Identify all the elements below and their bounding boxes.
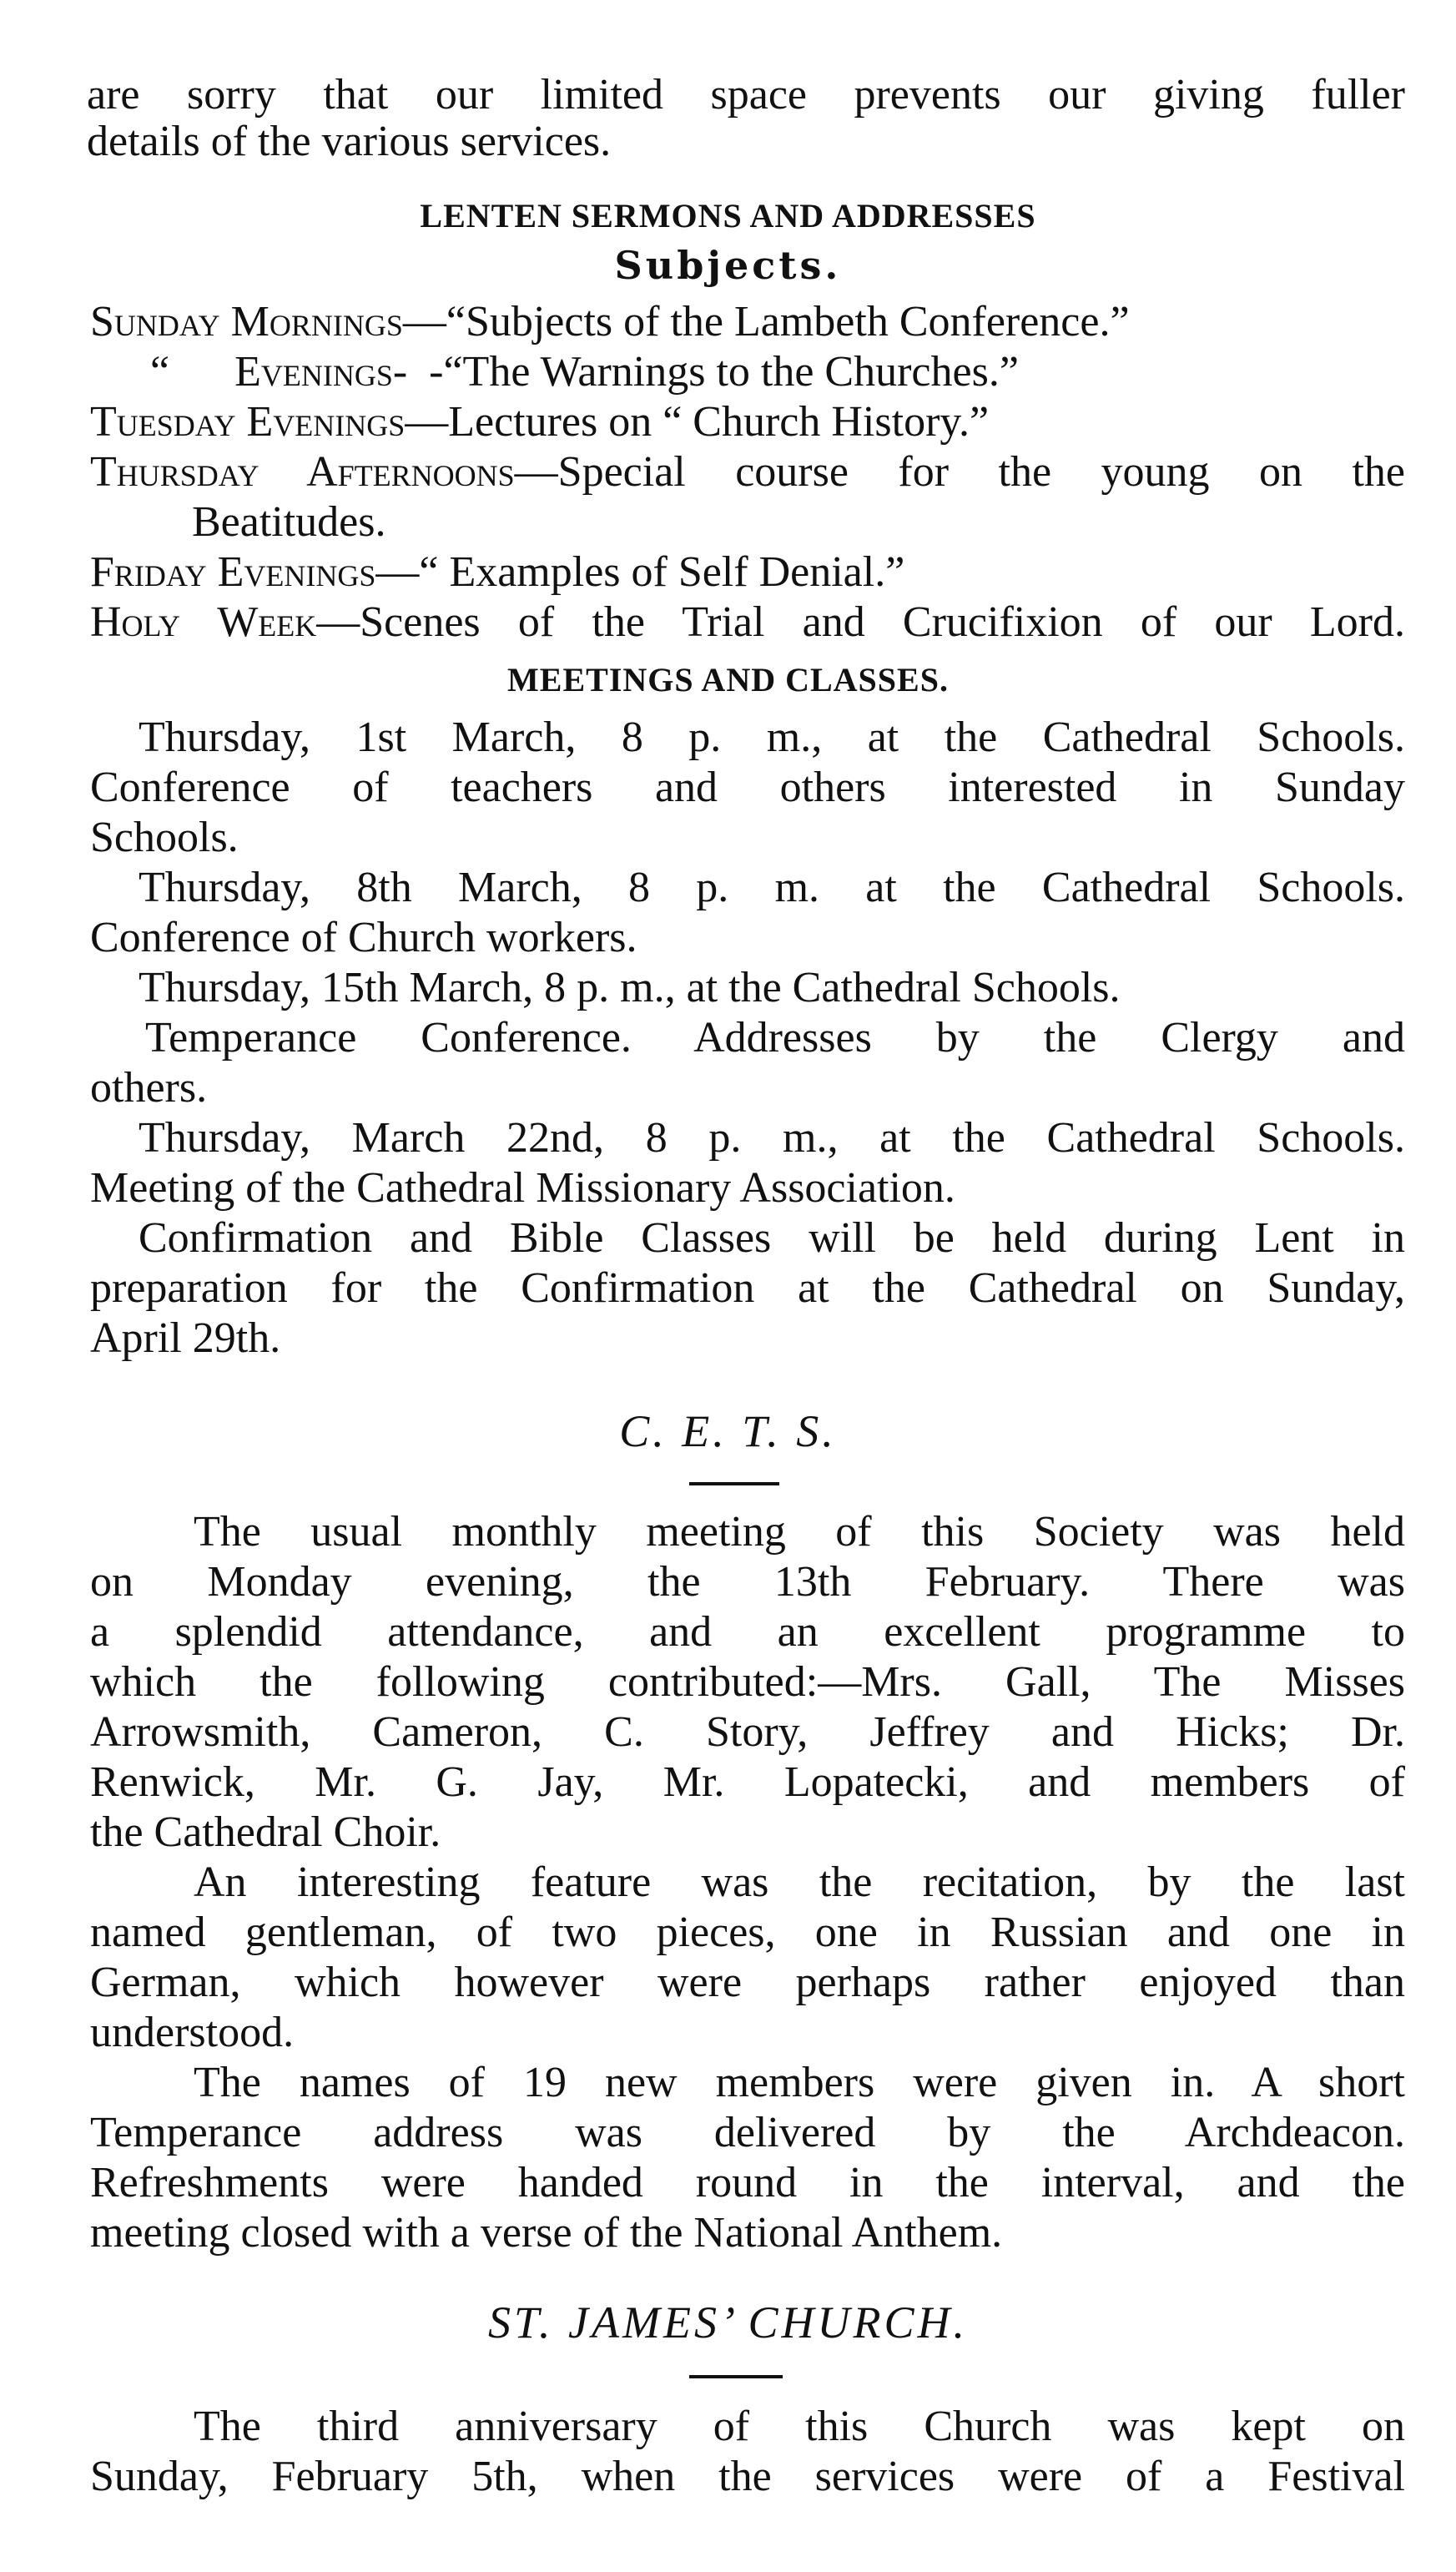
cets-line: the Cathedral Choir.	[90, 1808, 441, 1856]
meetings-line: Conference of teachers and others interested in Sunday	[90, 764, 1405, 811]
cets-line: German, which however were perhaps rather enjoyed than	[90, 1959, 1405, 2006]
meetings-line: Schools.	[90, 814, 239, 861]
lenten-item-4	[90, 447, 1405, 497]
section-divider	[689, 1482, 779, 1485]
meetings-line: April 29th.	[90, 1314, 281, 1362]
lenten-item-text: —“Subjects of the Lambeth Conference.”	[402, 298, 1130, 345]
lenten-item-label: Thursday Afternoons	[90, 448, 515, 496]
meetings-line: preparation for the Confirmation at the Cathedral on Sunday,	[90, 1264, 1405, 1312]
cets-line: Arrowsmith, Cameron, C. Story, Jeffrey and Hicks; Dr.	[90, 1708, 1405, 1756]
meetings-line: Temperance Conference. Addresses by the Clergy and	[145, 1014, 1405, 1062]
cets-line: meeting closed with a verse of the National Anthem.	[90, 2209, 1003, 2257]
cets-line: An interesting feature was the recitation, by the last	[194, 1858, 1405, 1906]
lenten-item-4-cont: Beatitudes.	[192, 498, 386, 546]
stjames-line: Sunday, February 5th, when the services were of a Festival	[90, 2453, 1405, 2500]
lenten-item-label: Holy Week	[90, 598, 317, 646]
subjects-heading: Subjects.	[614, 243, 842, 288]
lenten-item-text: —Scenes of the Trial and Crucifixion of our Lord.	[316, 598, 1405, 646]
section-divider	[689, 2375, 783, 2378]
cets-line: on Monday evening, the 13th February. There was	[90, 1558, 1405, 1606]
cets-line: named gentleman, of two pieces, one in Russian and one in	[90, 1909, 1405, 1956]
cets-line: understood.	[90, 2009, 295, 2056]
cets-line: The usual monthly meeting of this Society was held	[194, 1508, 1405, 1556]
lenten-item-text: —Special course for the young on the	[514, 448, 1405, 496]
lenten-item-label: Sunday Mornings	[90, 298, 403, 345]
meetings-line: Conference of Church workers.	[90, 914, 637, 961]
intro-line-1: are sorry that our limited space prevents our giving fuller	[87, 71, 1405, 119]
meetings-line: Thursday, 8th March, 8 p. m. at the Cathedral Schools.	[139, 864, 1405, 911]
stjames-line: The third anniversary of this Church was kept on	[194, 2403, 1405, 2450]
meetings-line: Meeting of the Cathedral Missionary Association.	[90, 1164, 955, 1212]
lenten-item-label: “ Evenings	[150, 348, 393, 396]
meetings-heading: MEETINGS AND CLASSES.	[507, 661, 949, 698]
cets-line: The names of 19 new members were given in. A short	[194, 2059, 1405, 2106]
meetings-line: Confirmation and Bible Classes will be held during Lent in	[139, 1214, 1405, 1262]
cets-line: Renwick, Mr. G. Jay, Mr. Lopatecki, and members of	[90, 1758, 1405, 1806]
lenten-item-text: —Lectures on “ Church History.”	[405, 398, 990, 446]
lenten-item-3	[90, 397, 989, 447]
cets-line: Refreshments were handed round in the interval, and the	[90, 2159, 1405, 2206]
meetings-line: Thursday, 15th March, 8 p. m., at the Cathedral Schools.	[139, 964, 1121, 1011]
cets-line: a splendid attendance, and an excellent programme to	[90, 1608, 1405, 1656]
intro-line-2: details of the various services.	[87, 118, 612, 165]
lenten-item-text: —“ Examples of Self Denial.”	[375, 548, 905, 596]
lenten-item-label: Tuesday Evenings	[90, 398, 406, 446]
lenten-item-5	[90, 547, 904, 598]
stjames-title: ST. JAMES’ CHURCH.	[488, 2297, 968, 2348]
cets-line: which the following contributed:—Mrs. Gall, The Misses	[90, 1658, 1405, 1706]
lenten-item-2	[150, 347, 1019, 397]
lenten-item-1	[90, 297, 1130, 347]
meetings-line: Thursday, March 22nd, 8 p. m., at the Cathedral Schools.	[139, 1114, 1405, 1162]
lenten-item-text: - -“The Warnings to the Churches.”	[392, 348, 1019, 396]
lenten-item-6	[90, 598, 1405, 648]
lenten-item-label: Friday Evenings	[90, 548, 376, 596]
meetings-line: others.	[90, 1064, 208, 1112]
cets-title: C. E. T. S.	[619, 1406, 837, 1456]
lenten-heading: LENTEN SERMONS AND ADDRESSES	[420, 197, 1036, 235]
meetings-line: Thursday, 1st March, 8 p. m., at the Cathedral Schools.	[139, 714, 1405, 761]
cets-line: Temperance address was delivered by the Archdeacon.	[90, 2109, 1405, 2156]
